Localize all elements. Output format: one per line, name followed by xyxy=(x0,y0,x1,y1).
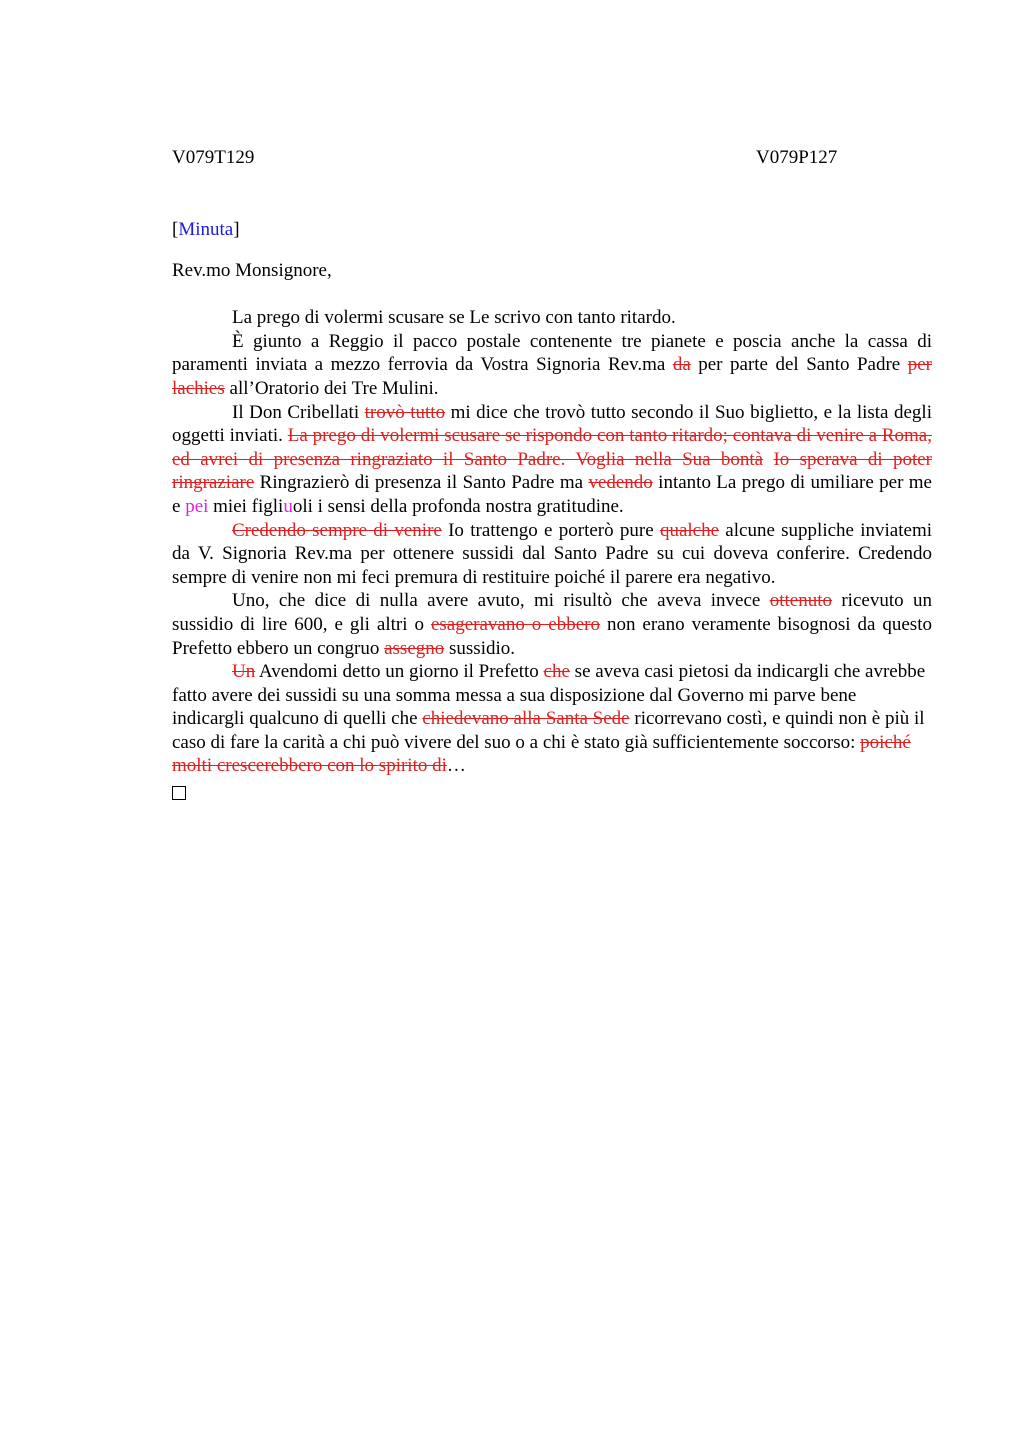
text-segment: ricorrevano costì, e quindi non è più il caso di fare la carità a chi può vivere del suo o a chi è stato già sufficientemente soccorso: xyxy=(172,708,925,753)
text-segment: per parte del Santo Padre xyxy=(690,354,908,376)
text-segment: ricevuto un sussidio di lire 600, e gli altri o xyxy=(172,590,932,635)
text-segment: È giunto a Reggio il pacco postale contenente tre pianete e poscia anche la cassa di paramenti inviata a mezzo ferrovia da Vostra Signoria Rev.ma xyxy=(172,330,932,376)
deleted-text: chiedevano alla Santa Sede xyxy=(422,708,630,730)
label-minuta: Minuta xyxy=(178,219,234,240)
text-segment: La prego di volermi scusare se Le scrivo con tanto ritardo. xyxy=(232,307,676,329)
document-page xyxy=(172,146,932,807)
letter-paragraph xyxy=(172,330,932,401)
text-segment: Avendomi detto un giorno il Prefetto xyxy=(255,661,544,683)
deleted-text: per lachies xyxy=(172,354,932,399)
inserted-text: u xyxy=(283,495,293,517)
text-segment: miei figli xyxy=(208,495,284,517)
letter-paragraph xyxy=(172,589,932,660)
inserted-text: pei xyxy=(185,495,209,517)
text-segment: alcune suppliche inviatemi da V. Signoria Rev.ma per ottenere sussidi dal Santo Padre su cui doveva conferire. Credendo sempre di venire non mi feci premura di restituire poiché il parere era negativo. xyxy=(172,519,933,588)
deleted-text: ottenuto xyxy=(769,590,832,612)
text-segment: mi dice che trovò tutto secondo il Suo biglietto, e la lista degli oggetti inviati. xyxy=(172,401,932,447)
text-segment: Io trattengo e porterò pure xyxy=(441,519,660,541)
text-segment: Il Don Cribellati xyxy=(232,401,365,423)
left-reference-code: V079T129 xyxy=(172,147,255,168)
deleted-text: assegno xyxy=(384,637,445,659)
text-segment: sussidio. xyxy=(444,637,516,659)
text-segment xyxy=(763,449,773,470)
deleted-text: Credendo sempre di venire xyxy=(232,519,442,541)
letter-body xyxy=(172,306,932,778)
label-close-bracket: ] xyxy=(233,219,240,240)
letter-paragraph xyxy=(172,660,932,778)
deleted-text: Un xyxy=(232,661,256,683)
deleted-text: qualche xyxy=(659,519,720,541)
empty-square-icon xyxy=(172,786,186,800)
deleted-text: Io sperava di poter ringraziare xyxy=(172,448,932,494)
document-type-label xyxy=(172,218,932,242)
document-header xyxy=(172,146,932,170)
deleted-text: esageravano o ebbero xyxy=(430,613,600,635)
text-segment: all’Oratorio dei Tre Mulini. xyxy=(224,377,439,399)
deleted-text: poiché molti crescerebbero con lo spirito di xyxy=(172,731,911,777)
right-reference-code: V079P127 xyxy=(756,147,838,168)
text-segment: se aveva casi pietosi da indicargli che avrebbe fatto avere dei sussidi su una somma messa a sua disposizione dal Governo mi parve bene indicargli qualcuno di quelli che xyxy=(172,661,926,730)
deleted-text: che xyxy=(543,661,570,683)
letter-paragraph xyxy=(172,519,932,590)
text-segment: Ringrazierò di presenza il Santo Padre ma xyxy=(254,472,589,494)
deleted-text: da xyxy=(672,354,691,376)
letter-paragraph xyxy=(172,306,932,330)
text-segment: … xyxy=(446,755,466,777)
letter-paragraph xyxy=(172,401,932,519)
text-segment: Uno, che dice di nulla avere avuto, mi risultò che aveva invece xyxy=(232,590,770,612)
text-segment: oli i sensi della profonda nostra gratitudine. xyxy=(292,495,624,517)
salutation: Rev.mo Monsignore, xyxy=(172,259,332,281)
deleted-text: vedendo xyxy=(588,472,653,494)
text-segment: non erano veramente bisognosi da questo Prefetto ebbero un congruo xyxy=(172,613,932,659)
label-open-bracket: [ xyxy=(172,219,179,240)
text-segment: intantо La prego di umiliare per me e xyxy=(172,472,932,517)
deleted-text: La prego di volermi scusare se rispondo con tanto ritardo; contava di venire a Roma, ed avrei di presenza ringraziato il Santo Padre. Voglia nella Sua bontà xyxy=(172,425,932,470)
deleted-text: trovò tutto xyxy=(364,401,446,423)
end-marker xyxy=(172,778,932,807)
